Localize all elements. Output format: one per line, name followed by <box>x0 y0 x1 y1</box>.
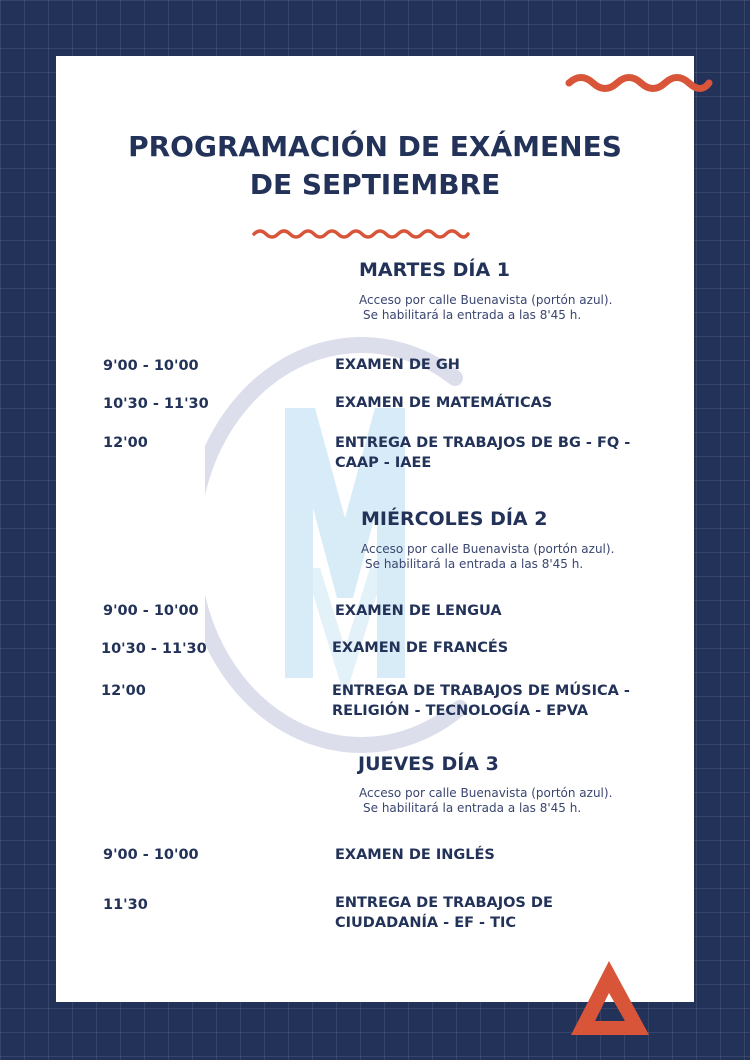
day-1-access-note <box>359 293 659 323</box>
day-3-row-2-time: 11'30 <box>103 897 148 913</box>
day-2-row-3-time: 12'00 <box>101 683 146 699</box>
day-1-note-line-1: Acceso por calle Buenavista (portón azul). <box>359 293 613 307</box>
top-wave-icon <box>563 70 713 96</box>
day-1-row-2-time: 10'30 - 11'30 <box>103 396 209 412</box>
day-2-row-1-event: EXAMEN DE LENGUA <box>335 603 502 619</box>
day-3-row-1-event: EXAMEN DE INGLÉS <box>335 847 495 863</box>
day-3-access-note <box>359 786 659 816</box>
title-line-1: PROGRAMACIÓN DE EXÁMENES <box>128 130 622 163</box>
triangle-decoration-icon <box>565 953 655 1043</box>
day-2-title: MIÉRCOLES DÍA 2 <box>361 508 548 530</box>
page-title <box>56 128 694 204</box>
day-2-row-2-time: 10'30 - 11'30 <box>101 641 207 657</box>
title-wave-icon <box>250 226 472 242</box>
day-1-row-1-event: EXAMEN DE GH <box>335 357 460 373</box>
day-3-note-line-1: Acceso por calle Buenavista (portón azul). <box>359 786 613 800</box>
day-1-title: MARTES DÍA 1 <box>359 259 511 281</box>
day-3-row-2-event: ENTREGA DE TRABAJOS DE CIUDADANÍA - EF - TIC <box>335 895 553 931</box>
day-3-note-line-2: Se habilitará la entrada a las 8'45 h. <box>363 801 582 815</box>
title-line-2: DE SEPTIEMBRE <box>249 168 501 201</box>
day-2-access-note <box>361 542 661 572</box>
day-1-row-2-event: EXAMEN DE MATEMÁTICAS <box>335 395 553 411</box>
day-1-note-line-2: Se habilitará la entrada a las 8'45 h. <box>363 308 582 322</box>
day-2-row-2-event: EXAMEN DE FRANCÉS <box>332 640 509 656</box>
day-1-row-3-event: ENTREGA DE TRABAJOS DE BG - FQ - CAAP - IAEE <box>335 435 631 471</box>
day-2-note-line-1: Acceso por calle Buenavista (portón azul). <box>361 542 615 556</box>
day-2-note-line-2: Se habilitará la entrada a las 8'45 h. <box>365 557 584 571</box>
day-1-row-1-time: 9'00 - 10'00 <box>103 358 199 374</box>
day-3-row-1-time: 9'00 - 10'00 <box>103 847 199 863</box>
day-1-row-3-time: 12'00 <box>103 435 148 451</box>
day-3-title: JUEVES DÍA 3 <box>358 753 499 775</box>
day-2-row-3-event: ENTREGA DE TRABAJOS DE MÚSICA - RELIGIÓN - TECNOLOGÍA - EPVA <box>332 683 630 719</box>
day-2-row-1-time: 9'00 - 10'00 <box>103 603 199 619</box>
